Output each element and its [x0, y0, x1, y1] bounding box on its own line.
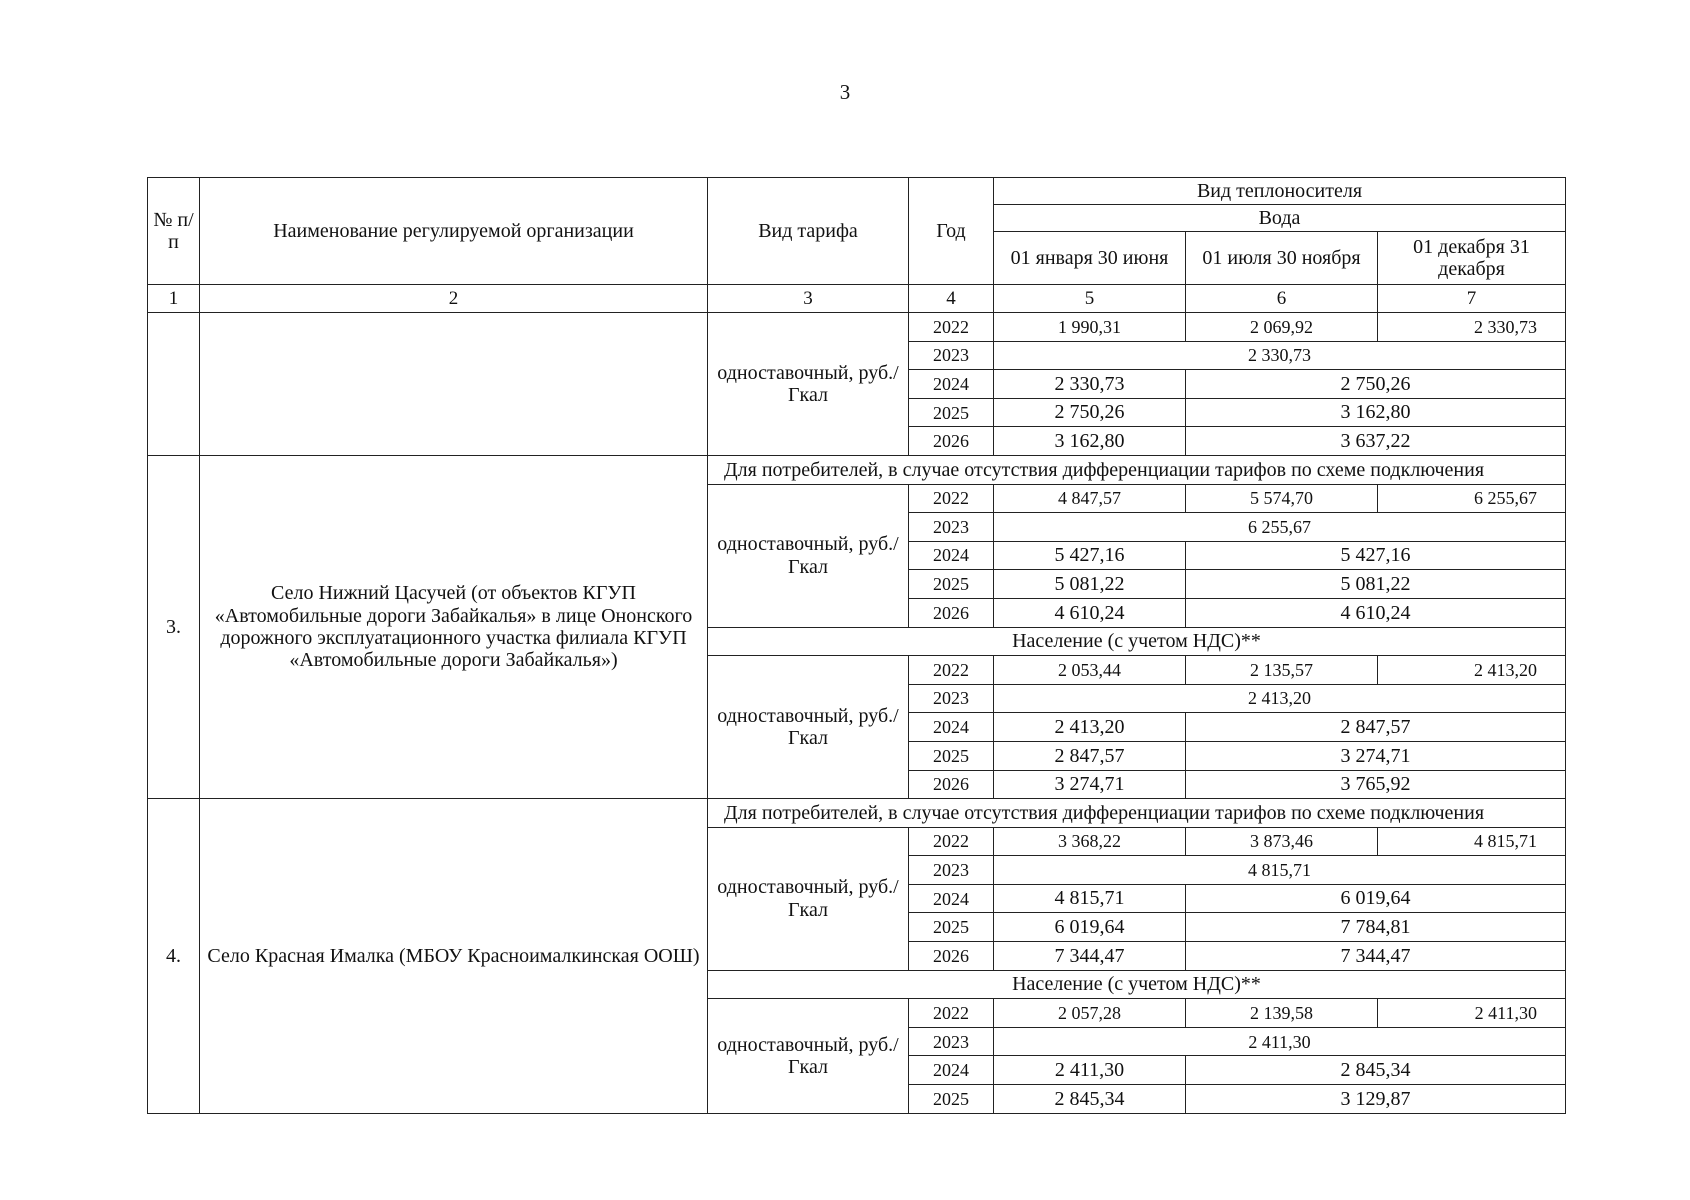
value-cell: 3 162,80: [1186, 398, 1566, 427]
value-cell: 3 274,71: [1186, 741, 1566, 770]
table-row: [148, 313, 1566, 342]
row-num: 4.: [148, 799, 200, 1114]
value-cell: 2 847,57: [994, 741, 1186, 770]
year-cell: 2023: [909, 341, 994, 370]
value-cell: 2 139,58: [1186, 999, 1378, 1028]
value-cell: 2 845,34: [1186, 1056, 1566, 1085]
header-period-1: 01 января 30 июня: [994, 232, 1186, 285]
header-carrier: Вид теплоносителя: [994, 178, 1566, 205]
year-cell: 2022: [909, 313, 994, 342]
year-cell: 2026: [909, 427, 994, 456]
year-cell: 2025: [909, 913, 994, 942]
value-cell: 2 330,73: [994, 370, 1186, 399]
tariff-table-container: [147, 177, 1565, 1114]
value-cell: 6 019,64: [994, 913, 1186, 942]
tariff-table: [147, 177, 1566, 1114]
org-name: Село Красная Ималка (МБОУ Красноималкинская ООШ): [200, 799, 708, 1114]
row-num: 3.: [148, 455, 200, 798]
col-number: 1: [148, 285, 200, 313]
value-cell: 3 129,87: [1186, 1085, 1566, 1114]
tariff-type: одноставочный, руб./Гкал: [708, 484, 909, 627]
value-cell: 2 330,73: [994, 341, 1566, 370]
header-num: № п/п: [148, 178, 200, 285]
value-cell: 2 135,57: [1186, 656, 1378, 685]
year-cell: 2025: [909, 398, 994, 427]
value-cell: 5 081,22: [994, 570, 1186, 599]
header-year: Год: [909, 178, 994, 285]
page-number: 3: [839, 80, 851, 104]
col-number: 2: [200, 285, 708, 313]
value-cell: 5 427,16: [1186, 541, 1566, 570]
value-cell: 4 847,57: [994, 484, 1186, 513]
year-cell: 2024: [909, 1056, 994, 1085]
col-number: 3: [708, 285, 909, 313]
year-cell: 2026: [909, 770, 994, 799]
header-period-3: 01 декабря 31 декабря: [1378, 232, 1566, 285]
year-cell: 2023: [909, 856, 994, 885]
value-cell: 2 411,30: [1378, 999, 1566, 1028]
value-cell: 6 019,64: [1186, 884, 1566, 913]
year-cell: 2023: [909, 684, 994, 713]
value-cell: 4 610,24: [994, 598, 1186, 627]
value-cell: 7 344,47: [1186, 942, 1566, 971]
value-cell: 2 413,20: [1378, 656, 1566, 685]
year-cell: 2023: [909, 513, 994, 542]
value-cell: 2 053,44: [994, 656, 1186, 685]
value-cell: 6 255,67: [994, 513, 1566, 542]
value-cell: 4 815,71: [994, 856, 1566, 885]
header-water: Вода: [994, 205, 1566, 232]
value-cell: 2 847,57: [1186, 713, 1566, 742]
table-row: [148, 455, 1566, 484]
year-cell: 2025: [909, 570, 994, 599]
value-cell: 3 162,80: [994, 427, 1186, 456]
header-org: Наименование регулируемой организации: [200, 178, 708, 285]
table-body: [148, 313, 1566, 1114]
value-cell: 2 413,20: [994, 684, 1566, 713]
value-cell: 3 274,71: [994, 770, 1186, 799]
value-cell: 1 990,31: [994, 313, 1186, 342]
year-cell: 2024: [909, 541, 994, 570]
value-cell: 4 815,71: [994, 884, 1186, 913]
value-cell: 7 344,47: [994, 942, 1186, 971]
row-num: [148, 313, 200, 456]
value-cell: 2 069,92: [1186, 313, 1378, 342]
org-name: Село Нижний Цасучей (от объектов КГУП «Автомобильные дороги Забайкалья» в лице Ононского дорожного эксплуатационного участка филиала КГУП «Автомобильные дороги Забайкалья»): [200, 455, 708, 798]
year-cell: 2026: [909, 598, 994, 627]
year-cell: 2024: [909, 884, 994, 913]
value-cell: 5 427,16: [994, 541, 1186, 570]
consumers-note: Для потребителей, в случае отсутствия дифференциации тарифов по схеме подключения: [708, 799, 1566, 828]
tariff-type: одноставочный, руб./Гкал: [708, 827, 909, 970]
value-cell: 7 784,81: [1186, 913, 1566, 942]
value-cell: 2 411,30: [994, 1056, 1186, 1085]
header-period-2: 01 июля 30 ноября: [1186, 232, 1378, 285]
org-name: [200, 313, 708, 456]
tariff-type: одноставочный, руб./Гкал: [708, 313, 909, 456]
value-cell: 5 574,70: [1186, 484, 1378, 513]
value-cell: 2 330,73: [1378, 313, 1566, 342]
value-cell: 4 815,71: [1378, 827, 1566, 856]
col-number: 4: [909, 285, 994, 313]
year-cell: 2024: [909, 370, 994, 399]
value-cell: 3 873,46: [1186, 827, 1378, 856]
value-cell: 5 081,22: [1186, 570, 1566, 599]
value-cell: 3 765,92: [1186, 770, 1566, 799]
value-cell: 3 637,22: [1186, 427, 1566, 456]
value-cell: 2 411,30: [994, 1027, 1566, 1056]
year-cell: 2025: [909, 741, 994, 770]
tariff-type: одноставочный, руб./Гкал: [708, 656, 909, 799]
table-row: [148, 799, 1566, 828]
tariff-type: одноставочный, руб./Гкал: [708, 999, 909, 1113]
consumers-note: Для потребителей, в случае отсутствия дифференциации тарифов по схеме подключения: [708, 455, 1566, 484]
year-cell: 2026: [909, 942, 994, 971]
year-cell: 2022: [909, 484, 994, 513]
value-cell: 2 750,26: [994, 398, 1186, 427]
table-header: [148, 178, 1566, 313]
col-number: 6: [1186, 285, 1378, 313]
col-number: 5: [994, 285, 1186, 313]
value-cell: 2 845,34: [994, 1085, 1186, 1114]
year-cell: 2022: [909, 827, 994, 856]
col-number: 7: [1378, 285, 1566, 313]
value-cell: 4 610,24: [1186, 598, 1566, 627]
population-note: Население (с учетом НДС)**: [708, 970, 1566, 999]
year-cell: 2024: [909, 713, 994, 742]
population-note: Население (с учетом НДС)**: [708, 627, 1566, 656]
column-numbers-row: [148, 285, 1566, 313]
value-cell: 3 368,22: [994, 827, 1186, 856]
header-tariff: Вид тарифа: [708, 178, 909, 285]
value-cell: 2 750,26: [1186, 370, 1566, 399]
value-cell: 6 255,67: [1378, 484, 1566, 513]
value-cell: 2 057,28: [994, 999, 1186, 1028]
year-cell: 2022: [909, 999, 994, 1028]
value-cell: 2 413,20: [994, 713, 1186, 742]
year-cell: 2025: [909, 1085, 994, 1114]
year-cell: 2023: [909, 1027, 994, 1056]
year-cell: 2022: [909, 656, 994, 685]
